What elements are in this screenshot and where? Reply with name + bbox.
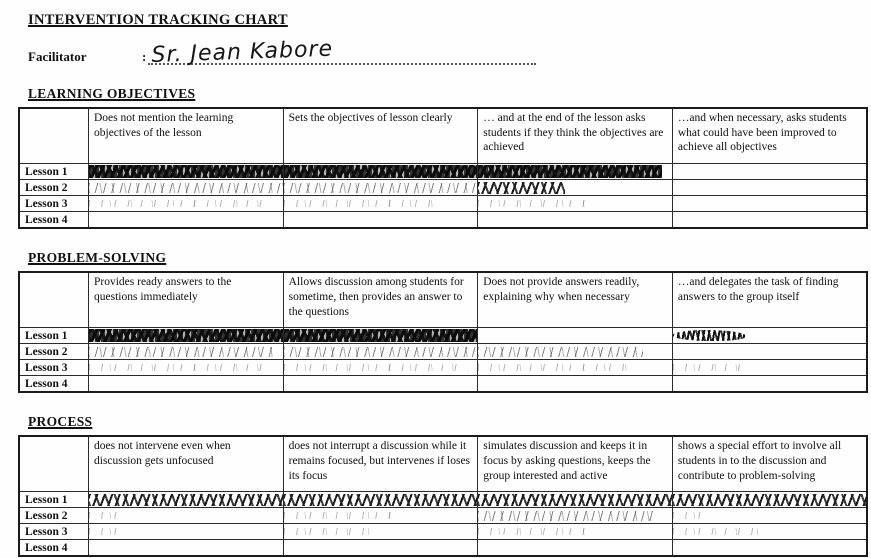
rating-cell (478, 212, 673, 229)
lesson-row (19, 328, 867, 344)
rating-cell (478, 492, 673, 508)
criteria-header-row (19, 108, 867, 164)
handwritten-mark-faint (89, 528, 124, 535)
criteria-header-cell: … and at the end of the lesson asks students if they think the objectives are achieved (478, 108, 673, 164)
facilitator-row (28, 36, 871, 68)
lesson-row-label: Lesson 3 (19, 524, 89, 540)
rating-cell (89, 524, 284, 540)
handwritten-mark-heavy (89, 329, 283, 342)
lesson-row (19, 492, 867, 508)
handwritten-mark-faint (89, 512, 118, 519)
lesson-row-label: Lesson 4 (19, 540, 89, 557)
rating-cell (672, 164, 867, 180)
rating-cell (672, 180, 867, 196)
lesson-row (19, 524, 867, 540)
rating-cell (672, 344, 867, 360)
criteria-header-cell: …and when necessary, asks students what could have been improved to achieve all objectives (672, 108, 867, 164)
handwritten-mark-light (478, 347, 643, 357)
rating-cell (89, 196, 284, 212)
rating-cell (478, 164, 673, 180)
process-heading: PROCESS (28, 414, 93, 430)
lesson-row-label: Lesson 4 (19, 212, 89, 229)
learning-objectives-table (18, 107, 868, 229)
lesson-row (19, 180, 867, 196)
handwritten-mark-faint (673, 512, 708, 519)
handwritten-mark-sig (673, 330, 746, 341)
rating-cell (672, 540, 867, 557)
rating-cell (672, 376, 867, 393)
rating-cell (283, 524, 478, 540)
lesson-row-label: Lesson 3 (19, 196, 89, 212)
handwritten-mark-faint (673, 528, 760, 535)
criteria-header-cell: …and delegates the task of finding answers to the group itself (672, 272, 867, 328)
handwritten-mark-faint (89, 364, 263, 371)
handwritten-mark-light (89, 347, 273, 357)
criteria-header-cell: does not interrupt a discussion while it remains focused, but intervenes if loses its focus (283, 436, 478, 492)
rating-cell (89, 540, 284, 557)
rating-cell (283, 508, 478, 524)
criteria-header-cell: shows a special effort to involve all students in to the discussion and contribute to problem-solving (672, 436, 867, 492)
rating-cell (672, 328, 867, 344)
lesson-row-label: Lesson 2 (19, 344, 89, 360)
lesson-row (19, 360, 867, 376)
handwritten-mark-faint (284, 528, 371, 535)
rating-cell (283, 344, 478, 360)
handwritten-mark-faint (673, 364, 741, 371)
document-title: INTERVENTION TRACKING CHART (28, 12, 288, 28)
handwritten-mark-faint (284, 200, 439, 207)
process-table (18, 435, 868, 557)
learning-objectives-heading: LEARNING OBJECTIVES (28, 86, 196, 101)
section-learning-objectives (0, 86, 871, 229)
criteria-header-cell: simulates discussion and keeps it in focus by asking questions, keeps the group interested and active (478, 436, 673, 492)
rating-cell (283, 328, 478, 344)
lesson-row-label: Lesson 3 (19, 360, 89, 376)
facilitator-fill-line (148, 36, 536, 68)
criteria-header-cell: Allows discussion among students for sometime, then provides an answer to the questions (283, 272, 478, 328)
handwritten-mark-faint (478, 528, 584, 535)
rating-cell (89, 212, 284, 229)
handwritten-mark-light (89, 183, 283, 193)
rating-cell (478, 508, 673, 524)
rating-cell (89, 508, 284, 524)
lesson-row (19, 508, 867, 524)
handwritten-mark-light (284, 347, 478, 357)
rating-cell (478, 344, 673, 360)
handwritten-mark-heavy (284, 329, 478, 342)
handwritten-mark-light (478, 511, 652, 521)
lesson-row (19, 540, 867, 557)
rating-cell (89, 492, 284, 508)
rating-cell (89, 344, 284, 360)
lesson-row-label: Lesson 1 (19, 328, 89, 344)
corner-cell (19, 436, 89, 492)
rating-cell (283, 180, 478, 196)
problem-solving-table (18, 271, 868, 393)
rating-cell (283, 540, 478, 557)
lesson-row (19, 376, 867, 393)
lesson-row (19, 212, 867, 229)
criteria-header-row (19, 272, 867, 328)
rating-cell (672, 196, 867, 212)
handwritten-mark-scrawl (673, 494, 866, 506)
rating-cell (478, 540, 673, 557)
lesson-row-label: Lesson 1 (19, 492, 89, 508)
rating-cell (283, 376, 478, 393)
handwritten-mark-scrawl (478, 494, 672, 506)
handwritten-mark-faint (478, 364, 633, 371)
rating-cell (283, 360, 478, 376)
lesson-row-label: Lesson 1 (19, 164, 89, 180)
handwritten-mark-faint (478, 200, 584, 207)
facilitator-handwritten-name: Sr. Jean Kabore (151, 36, 334, 68)
rating-cell (283, 164, 478, 180)
criteria-header-cell: Does not provide answers readily, explaining why when necessary (478, 272, 673, 328)
rating-cell (478, 376, 673, 393)
rating-cell (89, 376, 284, 393)
handwritten-mark-faint (284, 364, 468, 371)
rating-cell (89, 164, 284, 180)
handwritten-mark-faint (284, 512, 400, 519)
rating-cell (672, 492, 867, 508)
rating-cell (478, 328, 673, 344)
criteria-header-cell: Provides ready answers to the questions immediately (89, 272, 284, 328)
corner-cell (19, 272, 89, 328)
facilitator-label: Facilitator (28, 49, 87, 64)
rating-cell (672, 524, 867, 540)
rating-cell (283, 212, 478, 229)
lesson-row-label: Lesson 2 (19, 508, 89, 524)
rating-cell (478, 360, 673, 376)
criteria-header-cell: does not intervene even when discussion gets unfocused (89, 436, 284, 492)
lesson-row-label: Lesson 2 (19, 180, 89, 196)
handwritten-mark-faint (89, 200, 263, 207)
section-process (0, 414, 871, 557)
criteria-header-cell: Does not mention the learning objectives of the lesson (89, 108, 284, 164)
rating-cell (89, 328, 284, 344)
rating-cell (283, 492, 478, 508)
rating-cell (89, 180, 284, 196)
lesson-row (19, 344, 867, 360)
handwritten-mark-heavy (478, 165, 662, 178)
problem-solving-heading: PROBLEM-SOLVING (28, 250, 167, 266)
lesson-row (19, 196, 867, 212)
handwritten-mark-heavy (89, 165, 283, 178)
rating-cell (672, 212, 867, 229)
rating-cell (478, 180, 673, 196)
section-problem-solving (0, 250, 871, 393)
handwritten-mark-scrawl (284, 494, 478, 506)
lesson-row-label: Lesson 4 (19, 376, 89, 393)
criteria-header-row (19, 436, 867, 492)
rating-cell (89, 360, 284, 376)
rating-cell (672, 360, 867, 376)
handwritten-mark-heavy (284, 165, 478, 178)
handwritten-mark-scrawl (89, 494, 283, 506)
rating-cell (283, 196, 478, 212)
facilitator-colon: : (142, 49, 147, 64)
rating-cell (672, 508, 867, 524)
handwritten-mark-light (284, 183, 478, 193)
lesson-row (19, 164, 867, 180)
corner-cell (19, 108, 89, 164)
rating-cell (478, 196, 673, 212)
handwritten-mark-scrawl (478, 182, 565, 194)
rating-cell (478, 524, 673, 540)
criteria-header-cell: Sets the objectives of lesson clearly (283, 108, 478, 164)
